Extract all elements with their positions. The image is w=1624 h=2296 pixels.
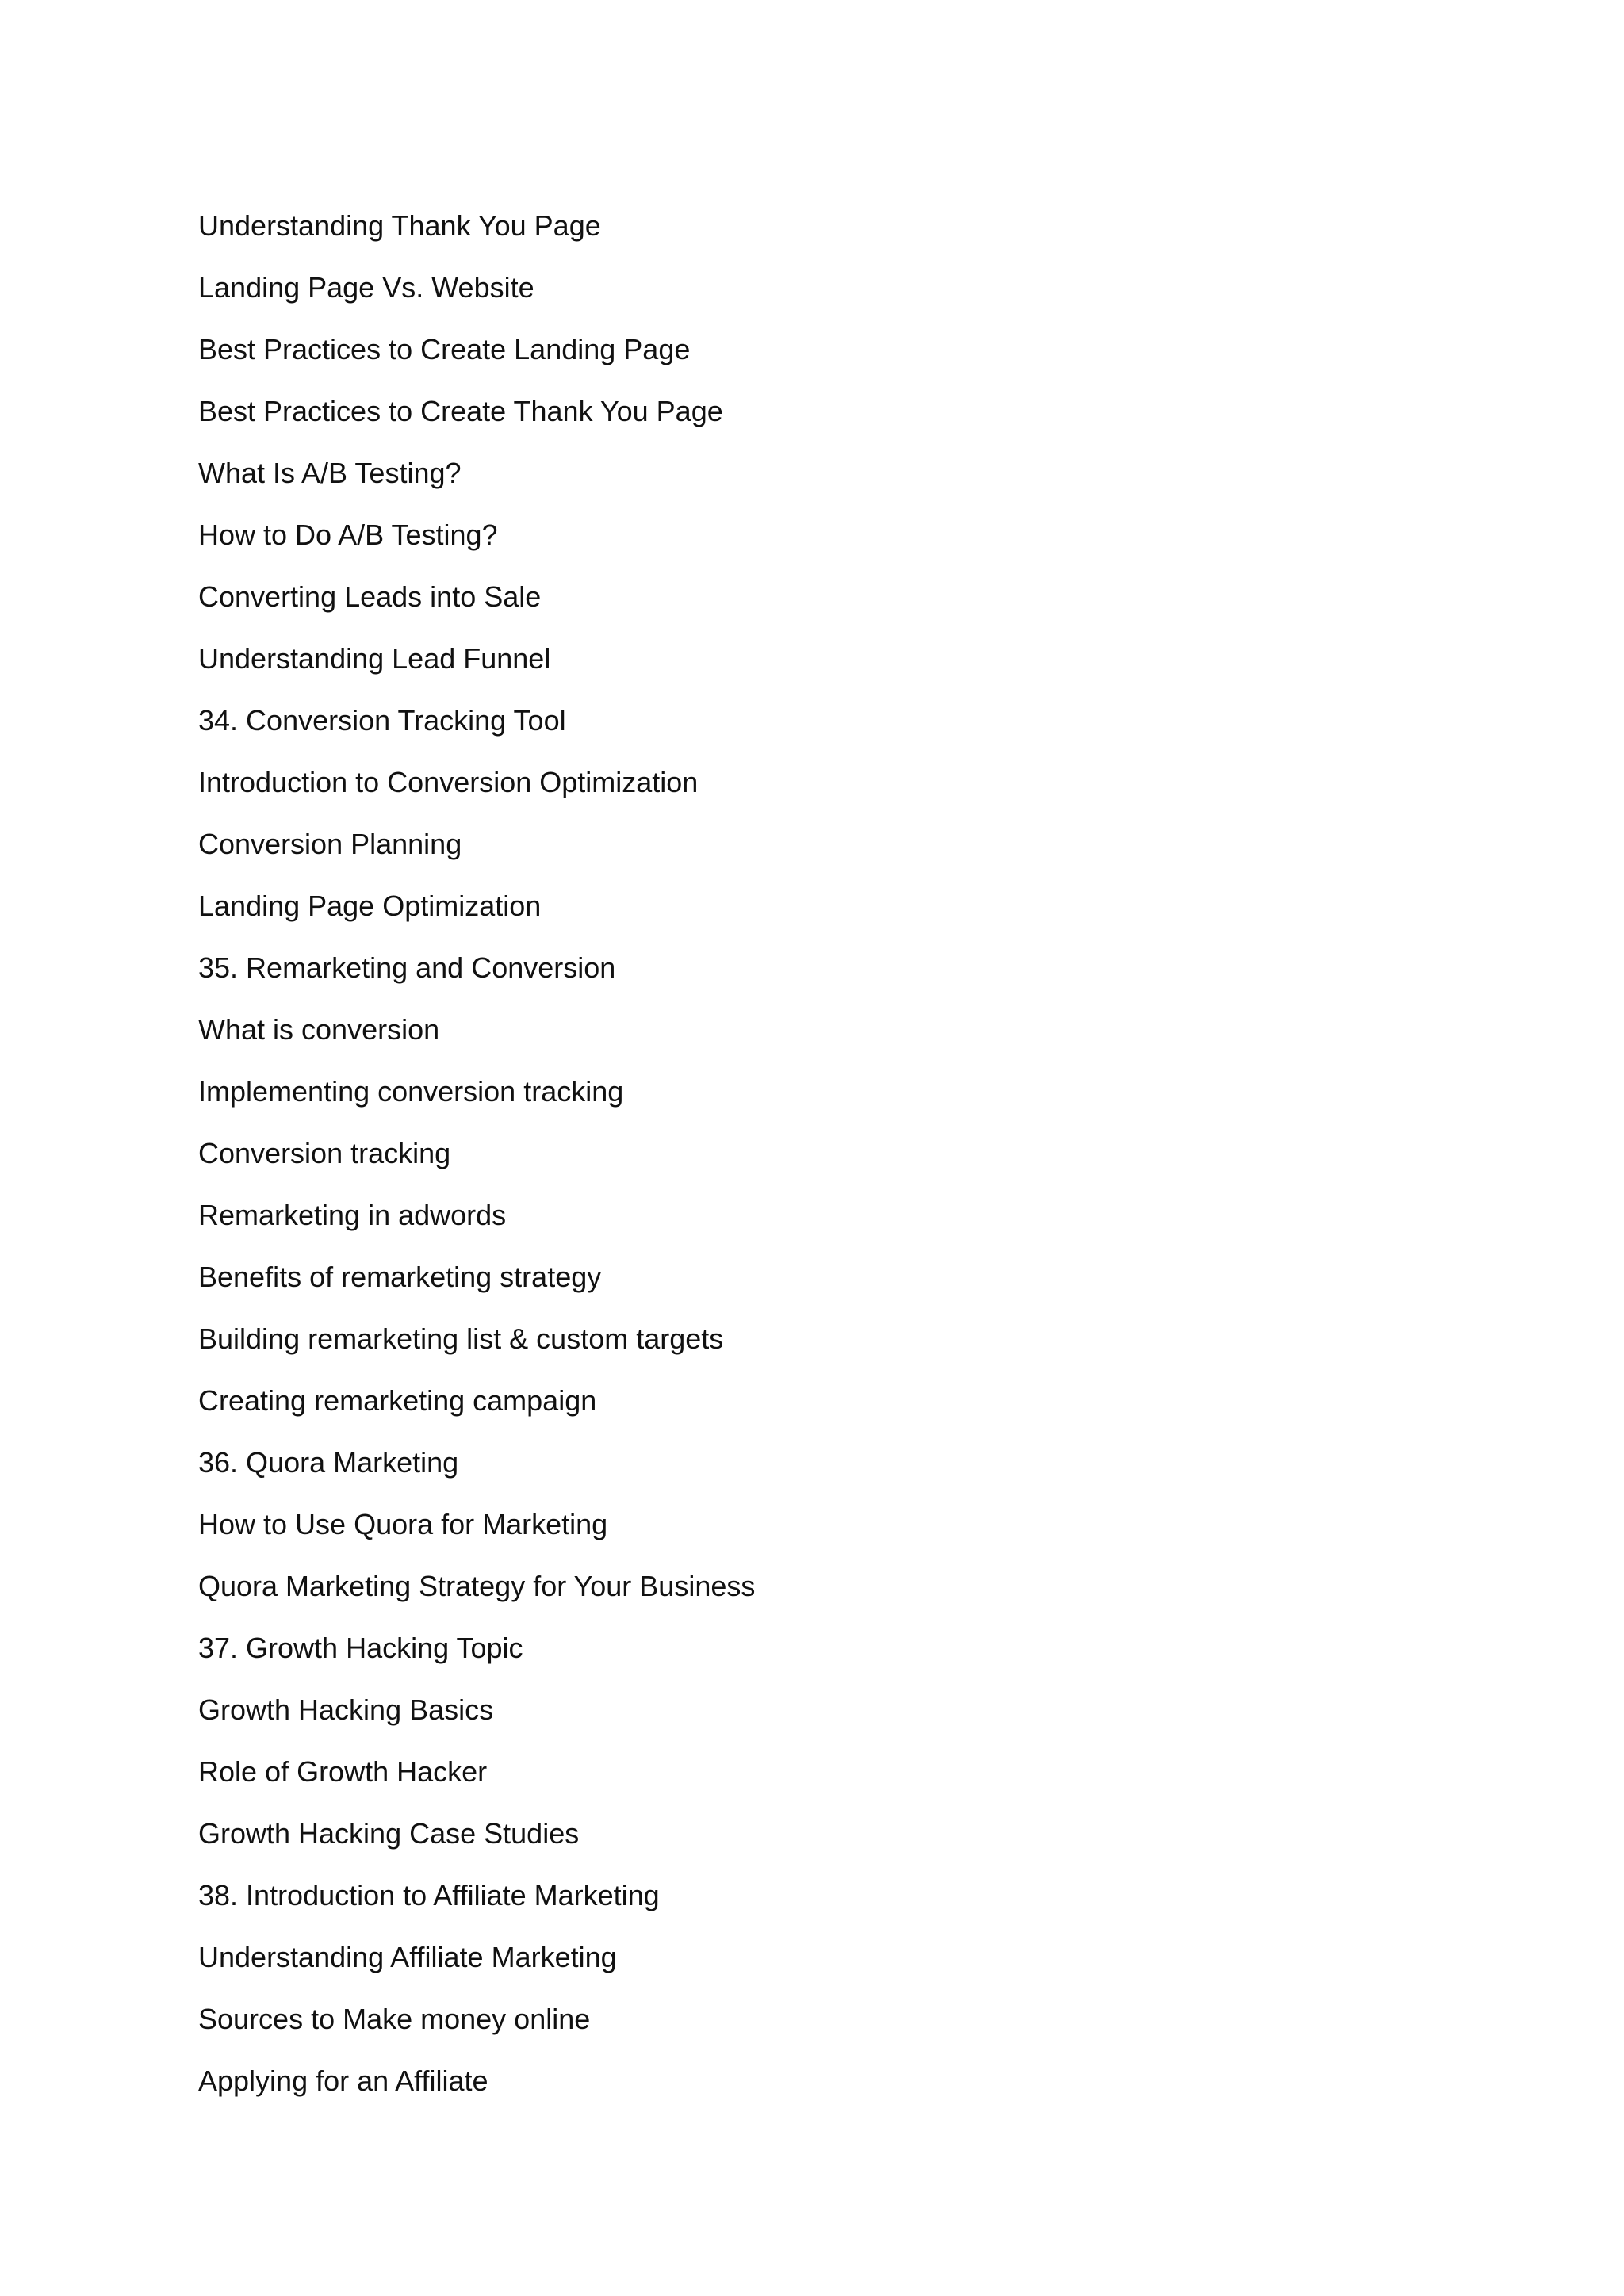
list-item: Growth Hacking Basics bbox=[198, 1693, 494, 1726]
list-item: Understanding Affiliate Marketing bbox=[198, 1941, 617, 1973]
list-item: Landing Page Optimization bbox=[198, 890, 542, 922]
list-item: Best Practices to Create Thank You Page bbox=[198, 395, 723, 427]
list-item: Role of Growth Hacker bbox=[198, 1755, 488, 1788]
list-item: Implementing conversion tracking bbox=[198, 1075, 624, 1108]
list-item: Conversion tracking bbox=[198, 1137, 451, 1169]
section-heading: 34. Conversion Tracking Tool bbox=[198, 704, 566, 737]
section-heading: 36. Quora Marketing bbox=[198, 1446, 459, 1479]
list-item: Applying for an Affiliate bbox=[198, 2064, 488, 2097]
section-heading: 38. Introduction to Affiliate Marketing bbox=[198, 1879, 660, 1911]
list-item: Creating remarketing campaign bbox=[198, 1384, 597, 1417]
section-heading: 37. Growth Hacking Topic bbox=[198, 1632, 523, 1664]
list-item: Understanding Thank You Page bbox=[198, 209, 601, 242]
topic-list bbox=[198, 195, 755, 2112]
list-item: Sources to Make money online bbox=[198, 2003, 591, 2035]
list-item: Best Practices to Create Landing Page bbox=[198, 333, 691, 365]
list-item: Converting Leads into Sale bbox=[198, 580, 542, 613]
list-item: How to Do A/B Testing? bbox=[198, 519, 498, 551]
list-item: Conversion Planning bbox=[198, 828, 462, 860]
list-item: Remarketing in adwords bbox=[198, 1199, 507, 1231]
list-item: Quora Marketing Strategy for Your Business bbox=[198, 1570, 756, 1602]
list-item: Growth Hacking Case Studies bbox=[198, 1817, 580, 1850]
list-item: Building remarketing list & custom targets bbox=[198, 1322, 724, 1355]
section-heading: 35. Remarketing and Conversion bbox=[198, 951, 616, 984]
list-item: How to Use Quora for Marketing bbox=[198, 1508, 608, 1540]
list-item: Introduction to Conversion Optimization bbox=[198, 766, 699, 798]
list-item: Benefits of remarketing strategy bbox=[198, 1261, 602, 1293]
list-item: Understanding Lead Funnel bbox=[198, 642, 551, 675]
list-item: Landing Page Vs. Website bbox=[198, 271, 534, 304]
list-item: What Is A/B Testing? bbox=[198, 457, 462, 489]
list-item: What is conversion bbox=[198, 1013, 440, 1046]
